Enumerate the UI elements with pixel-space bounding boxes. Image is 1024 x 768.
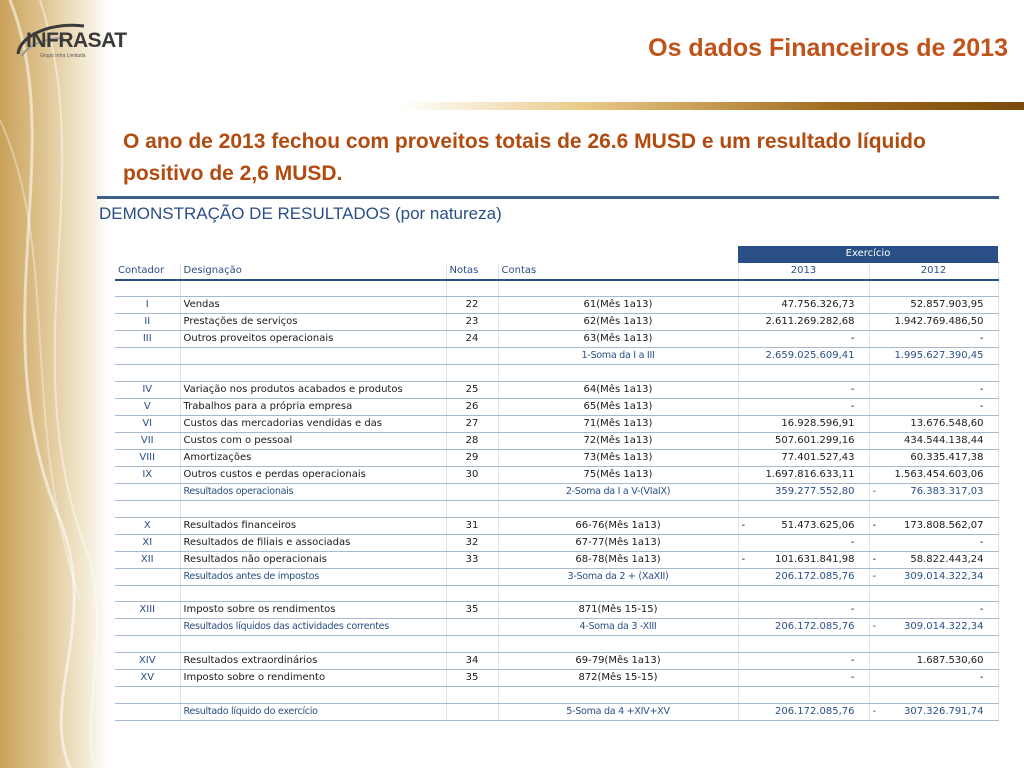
table-row [115, 467, 998, 484]
section-divider [97, 196, 999, 199]
cell-2013 [738, 517, 869, 534]
cell-2012: 60.335.417,38 [869, 450, 998, 467]
cell-designacao: Outros proveitos operacionais [180, 331, 446, 348]
empty-cell [738, 687, 869, 704]
cell-2013: - [738, 382, 869, 399]
col-header-notas: Notas [446, 263, 498, 281]
cell-contas: 68-78(Mês 1a13) [498, 551, 738, 568]
cell-designacao [180, 348, 446, 365]
cell-contador [115, 703, 180, 720]
cell-designacao: Resultados antes de impostos [180, 568, 446, 585]
cell-notas: 27 [446, 416, 498, 433]
empty-cell [180, 585, 446, 602]
cell-2013: - [738, 399, 869, 416]
cell-notas: 23 [446, 314, 498, 331]
cell-contador: VIII [115, 450, 180, 467]
cell-contador [115, 568, 180, 585]
cell-notas: 28 [446, 433, 498, 450]
empty-cell [738, 365, 869, 382]
cell-value: 76.383.317,03 [910, 486, 984, 498]
cell-notas [446, 703, 498, 720]
col-header-2012: 2012 [869, 263, 998, 281]
cell-2013: - [738, 670, 869, 687]
page-title: Os dados Financeiros de 2013 [648, 34, 1008, 62]
cell-contas: 75(Mês 1a13) [498, 467, 738, 484]
cell-value: 307.326.791,74 [903, 705, 984, 717]
cell-contas: 2-Soma da I a V-(VIaIX) [498, 484, 738, 501]
table-row [115, 433, 998, 450]
empty-cell [180, 280, 446, 297]
summary-text: O ano de 2013 fechou com proveitos totais de 26.6 MUSD e um resultado líquido positivo de 2,6 MUSD. [123, 130, 926, 185]
cell-contador: VII [115, 433, 180, 450]
cell-notas: 33 [446, 551, 498, 568]
cell-contas: 64(Mês 1a13) [498, 382, 738, 399]
cell-2013: 206.172.085,76 [738, 568, 869, 585]
decorative-swirls [0, 0, 110, 768]
table-row [115, 653, 998, 670]
empty-cell [498, 501, 738, 518]
exercise-header-row [115, 246, 998, 263]
cell-2013: - [738, 331, 869, 348]
empty-cell [115, 501, 180, 518]
cell-2012: 52.857.903,95 [869, 297, 998, 314]
cell-2012 [869, 703, 998, 720]
cell-2012: 1.995.627.390,45 [869, 348, 998, 365]
cell-2013: 2.659.025.609,41 [738, 348, 869, 365]
cell-contador: V [115, 399, 180, 416]
cell-2012 [869, 619, 998, 636]
cell-contador [115, 348, 180, 365]
table-row [115, 416, 998, 433]
spacer-row [115, 687, 998, 704]
cell-value: 309.014.322,34 [903, 621, 984, 633]
cell-notas: 35 [446, 670, 498, 687]
cell-2012 [869, 484, 998, 501]
title-underline-bar [400, 102, 1024, 110]
cell-designacao: Imposto sobre os rendimentos [180, 602, 446, 619]
empty-cell [869, 687, 998, 704]
cell-contas: 4-Soma da 3 -XIII [498, 619, 738, 636]
cell-contas: 62(Mês 1a13) [498, 314, 738, 331]
col-header-2013: 2013 [738, 263, 869, 281]
cell-2012 [869, 568, 998, 585]
cell-2013: 206.172.085,76 [738, 703, 869, 720]
cell-designacao: Resultados não operacionais [180, 551, 446, 568]
cell-designacao: Resultados extraordinários [180, 653, 446, 670]
income-statement-table [115, 246, 999, 721]
cell-value: 58.822.443,24 [910, 553, 984, 565]
empty-cell [446, 585, 498, 602]
col-header-contador: Contador [115, 263, 180, 281]
cell-designacao: Resultados de filiais e associadas [180, 534, 446, 551]
cell-contador: IX [115, 467, 180, 484]
cell-value: 309.014.322,34 [903, 570, 984, 582]
empty-cell [115, 585, 180, 602]
empty-cell [869, 585, 998, 602]
cell-2013: 16.928.596,91 [738, 416, 869, 433]
subtotal-row [115, 568, 998, 585]
subtotal-row [115, 484, 998, 501]
empty-cell [115, 365, 180, 382]
empty-cell [446, 365, 498, 382]
cell-contas: 67-77(Mês 1a13) [498, 534, 738, 551]
cell-notas: 25 [446, 382, 498, 399]
negative-sign: - [872, 621, 877, 633]
cell-contas: 71(Mês 1a13) [498, 416, 738, 433]
table-row [115, 534, 998, 551]
cell-2013: - [738, 602, 869, 619]
empty-cell [446, 687, 498, 704]
cell-2012: 1.942.769.486,50 [869, 314, 998, 331]
cell-2013: - [738, 653, 869, 670]
empty-cell [498, 365, 738, 382]
table-row [115, 331, 998, 348]
empty-cell [446, 280, 498, 297]
empty-cell [446, 636, 498, 653]
cell-designacao: Outros custos e perdas operacionais [180, 467, 446, 484]
cell-notas: 24 [446, 331, 498, 348]
cell-contador: II [115, 314, 180, 331]
cell-contador: III [115, 331, 180, 348]
cell-designacao: Imposto sobre o rendimento [180, 670, 446, 687]
cell-2013: - [738, 534, 869, 551]
cell-2012: - [869, 534, 998, 551]
cell-notas: 26 [446, 399, 498, 416]
cell-notas [446, 484, 498, 501]
subtotal-row [115, 619, 998, 636]
cell-2012: 1.687.530,60 [869, 653, 998, 670]
cell-designacao: Resultados líquidos das actividades correntes [180, 619, 446, 636]
cell-designacao: Amortizações [180, 450, 446, 467]
empty-cell [115, 280, 180, 297]
cell-2013: 359.277.552,80 [738, 484, 869, 501]
table-row [115, 670, 998, 687]
negative-sign: - [741, 519, 746, 531]
table-row [115, 450, 998, 467]
cell-contador: XIII [115, 602, 180, 619]
cell-contador: I [115, 297, 180, 314]
cell-notas: 29 [446, 450, 498, 467]
empty-cell [738, 280, 869, 297]
company-logo [14, 16, 134, 68]
cell-notas: 35 [446, 602, 498, 619]
cell-designacao: Custos das mercadorias vendidas e das [180, 416, 446, 433]
cell-contas: 871(Mês 15-15) [498, 602, 738, 619]
cell-contas: 63(Mês 1a13) [498, 331, 738, 348]
cell-2013: 2.611.269.282,68 [738, 314, 869, 331]
cell-value: 51.473.625,06 [781, 519, 855, 531]
cell-contas: 72(Mês 1a13) [498, 433, 738, 450]
cell-value: 173.808.562,07 [903, 519, 984, 531]
table-row [115, 602, 998, 619]
empty-cell [738, 636, 869, 653]
cell-2012: - [869, 399, 998, 416]
subtotal-row [115, 348, 998, 365]
negative-sign: - [872, 486, 877, 498]
empty-cell [180, 365, 446, 382]
negative-sign: - [741, 553, 746, 565]
cell-contas: 5-Soma da 4 +XIV+XV [498, 703, 738, 720]
cell-2012: 13.676.548,60 [869, 416, 998, 433]
cell-notas [446, 568, 498, 585]
cell-2012: - [869, 331, 998, 348]
empty-cell [498, 636, 738, 653]
cell-2013: 507.601.299,16 [738, 433, 869, 450]
col-header-contas: Contas [498, 263, 738, 281]
negative-sign: - [872, 570, 877, 582]
table-row [115, 517, 998, 534]
cell-notas [446, 619, 498, 636]
spacer-row [115, 501, 998, 518]
cell-designacao: Custos com o pessoal [180, 433, 446, 450]
cell-contas: 872(Mês 15-15) [498, 670, 738, 687]
empty-cell [180, 636, 446, 653]
cell-contador: XI [115, 534, 180, 551]
cell-2013: 1.697.816.633,11 [738, 467, 869, 484]
cell-2012 [869, 551, 998, 568]
cell-contador: X [115, 517, 180, 534]
cell-notas: 31 [446, 517, 498, 534]
cell-2012: - [869, 602, 998, 619]
cell-notas: 32 [446, 534, 498, 551]
table-row [115, 382, 998, 399]
table-row [115, 551, 998, 568]
cell-contador: IV [115, 382, 180, 399]
table-row [115, 314, 998, 331]
empty-cell [869, 365, 998, 382]
cell-contas: 65(Mês 1a13) [498, 399, 738, 416]
cell-contas: 66-76(Mês 1a13) [498, 517, 738, 534]
spacer-row [115, 280, 998, 297]
empty-cell [738, 501, 869, 518]
empty-cell [115, 687, 180, 704]
cell-2013: 47.756.326,73 [738, 297, 869, 314]
cell-2012: - [869, 382, 998, 399]
col-header-designacao: Designação [180, 263, 446, 281]
empty-cell [115, 636, 180, 653]
cell-notas: 34 [446, 653, 498, 670]
cell-designacao: Variação nos produtos acabados e produtos [180, 382, 446, 399]
cell-2013 [738, 551, 869, 568]
subtotal-row [115, 703, 998, 720]
empty-cell [180, 501, 446, 518]
cell-designacao: Vendas [180, 297, 446, 314]
column-header-row [115, 263, 998, 281]
cell-contador: XV [115, 670, 180, 687]
exercise-header: Exercício [738, 246, 998, 263]
statement-heading: DEMONSTRAÇÃO DE RESULTADOS (por natureza) [99, 204, 502, 223]
logo-wordmark: INFRASAT [26, 29, 127, 52]
cell-contas: 1-Soma da I a III [498, 348, 738, 365]
spacer-row [115, 365, 998, 382]
empty-cell [446, 501, 498, 518]
cell-contador: XII [115, 551, 180, 568]
cell-contador: XIV [115, 653, 180, 670]
cell-contas: 3-Soma da 2 + (XaXII) [498, 568, 738, 585]
cell-designacao: Resultados operacionais [180, 484, 446, 501]
decorative-background [0, 0, 110, 768]
spacer-row [115, 636, 998, 653]
table-row [115, 297, 998, 314]
empty-cell [869, 280, 998, 297]
cell-contador: VI [115, 416, 180, 433]
table-row [115, 399, 998, 416]
cell-contas: 61(Mês 1a13) [498, 297, 738, 314]
cell-2012: 1.563.454.603,06 [869, 467, 998, 484]
logo-tagline: Grupo Infra Limitada [40, 53, 86, 59]
cell-contas: 69-79(Mês 1a13) [498, 653, 738, 670]
cell-contador [115, 484, 180, 501]
cell-2012: - [869, 670, 998, 687]
empty-cell [498, 687, 738, 704]
cell-2012: 434.544.138,44 [869, 433, 998, 450]
negative-sign: - [872, 705, 877, 717]
empty-cell [869, 501, 998, 518]
cell-designacao: Resultados financeiros [180, 517, 446, 534]
cell-contas: 73(Mês 1a13) [498, 450, 738, 467]
cell-notas [446, 348, 498, 365]
empty-cell [498, 280, 738, 297]
cell-notas: 22 [446, 297, 498, 314]
negative-sign: - [872, 553, 877, 565]
cell-2013: 206.172.085,76 [738, 619, 869, 636]
empty-cell [869, 636, 998, 653]
cell-2012 [869, 517, 998, 534]
negative-sign: - [872, 519, 877, 531]
empty-cell [498, 585, 738, 602]
spacer-row [115, 585, 998, 602]
cell-notas: 30 [446, 467, 498, 484]
cell-designacao: Prestações de serviços [180, 314, 446, 331]
empty-cell [180, 687, 446, 704]
cell-contador [115, 619, 180, 636]
cell-designacao: Resultado líquido do exercício [180, 703, 446, 720]
cell-value: 101.631.841,98 [774, 553, 855, 565]
cell-designacao: Trabalhos para a própria empresa [180, 399, 446, 416]
empty-cell [738, 585, 869, 602]
cell-2013: 77.401.527,43 [738, 450, 869, 467]
